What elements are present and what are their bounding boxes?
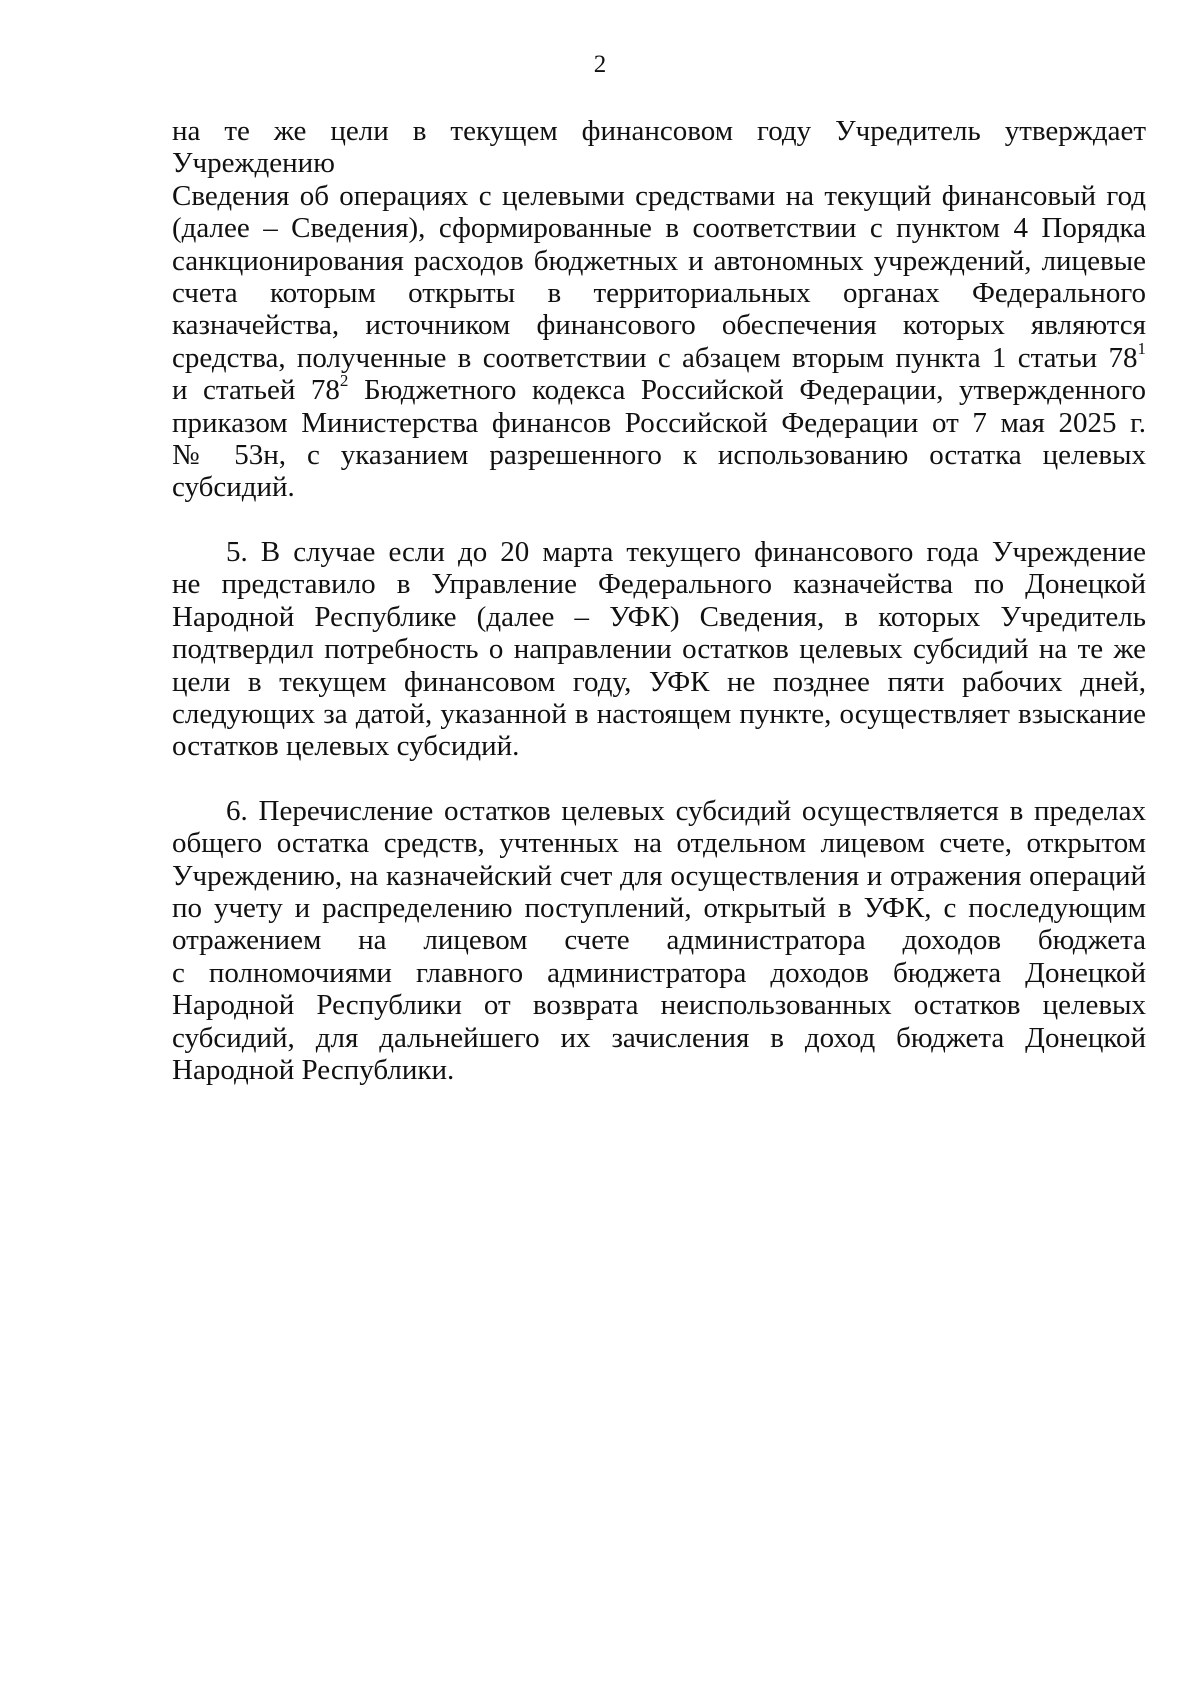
text-line: Сведения об операциях с целевыми средствами на текущий финансовый год xyxy=(172,179,1146,212)
superscript: 1 xyxy=(1137,338,1146,358)
text-line: с полномочиями главного администратора доходов бюджета Донецкой xyxy=(172,956,1146,989)
text-line-content: и статьей 78 xyxy=(172,374,340,407)
text-line: 5. В случае если до 20 марта текущего финансового года Учреждение xyxy=(226,535,1146,568)
text-line-content: Бюджетного кодекса Российской Федерации, утвержденного xyxy=(348,374,1146,407)
superscript: 2 xyxy=(339,371,349,391)
text-line: цели в текущем финансовом году, УФК не позднее пяти рабочих дней, xyxy=(172,665,1146,698)
text-line: на те же цели в текущем финансовом году Учредитель утверждает Учреждению xyxy=(172,115,1146,180)
text-line: по учету и распределению поступлений, открытый в УФК, с последующим xyxy=(172,891,1146,924)
text-line: приказом Министерства финансов Российской Федерации от 7 мая 2025 г. xyxy=(172,406,1146,439)
text-line: Народной Республике (далее – УФК) Сведения, в которых Учредитель xyxy=(172,600,1146,633)
text-line: Народной Республики от возврата неиспользованных остатков целевых xyxy=(172,989,1146,1022)
text-line: общего остатка средств, учтенных на отдельном лицевом счете, открытом xyxy=(172,827,1146,860)
paragraph-continuation xyxy=(172,115,1146,504)
text-line: 6. Перечисление остатков целевых субсидий осуществляется в пределах xyxy=(226,794,1146,827)
text-line: отражением на лицевом счете администратора доходов бюджета xyxy=(172,924,1146,957)
text-line: счета которым открыты в территориальных органах Федерального xyxy=(172,277,1146,310)
text-line: не представило в Управление Федерального казначейства по Донецкой xyxy=(172,568,1146,601)
text-line: № 53н, с указанием разрешенного к использованию остатка целевых субсидий. xyxy=(172,439,1146,504)
document-body xyxy=(172,115,1146,1086)
text-line xyxy=(172,338,1146,374)
paragraph-item-5 xyxy=(172,536,1146,763)
text-line xyxy=(172,371,1146,407)
page-number: 2 xyxy=(593,51,607,78)
text-line: остатков целевых субсидий. xyxy=(172,730,520,763)
text-line: следующих за датой, указанной в настоящем пункте, осуществляет взыскание xyxy=(172,697,1146,730)
text-line: Народной Республики. xyxy=(172,1053,455,1086)
text-line: субсидий, для дальнейшего их зачисления в доход бюджета Донецкой xyxy=(172,1021,1146,1054)
text-line-content: средства, полученные в соответствии с абзацем вторым пункта 1 статьи 78 xyxy=(172,341,1138,374)
paragraph-item-6 xyxy=(172,795,1146,1087)
text-line: подтвердил потребность о направлении остатков целевых субсидий на те же xyxy=(172,633,1146,666)
text-line: казначейства, источником финансового обеспечения которых являются xyxy=(172,309,1146,342)
text-line: санкционирования расходов бюджетных и автономных учреждений, лицевые xyxy=(172,244,1146,277)
text-line: (далее – Сведения), сформированные в соответствии с пунктом 4 Порядка xyxy=(172,212,1146,245)
text-line: Учреждению, на казначейский счет для осуществления и отражения операций xyxy=(172,859,1146,892)
